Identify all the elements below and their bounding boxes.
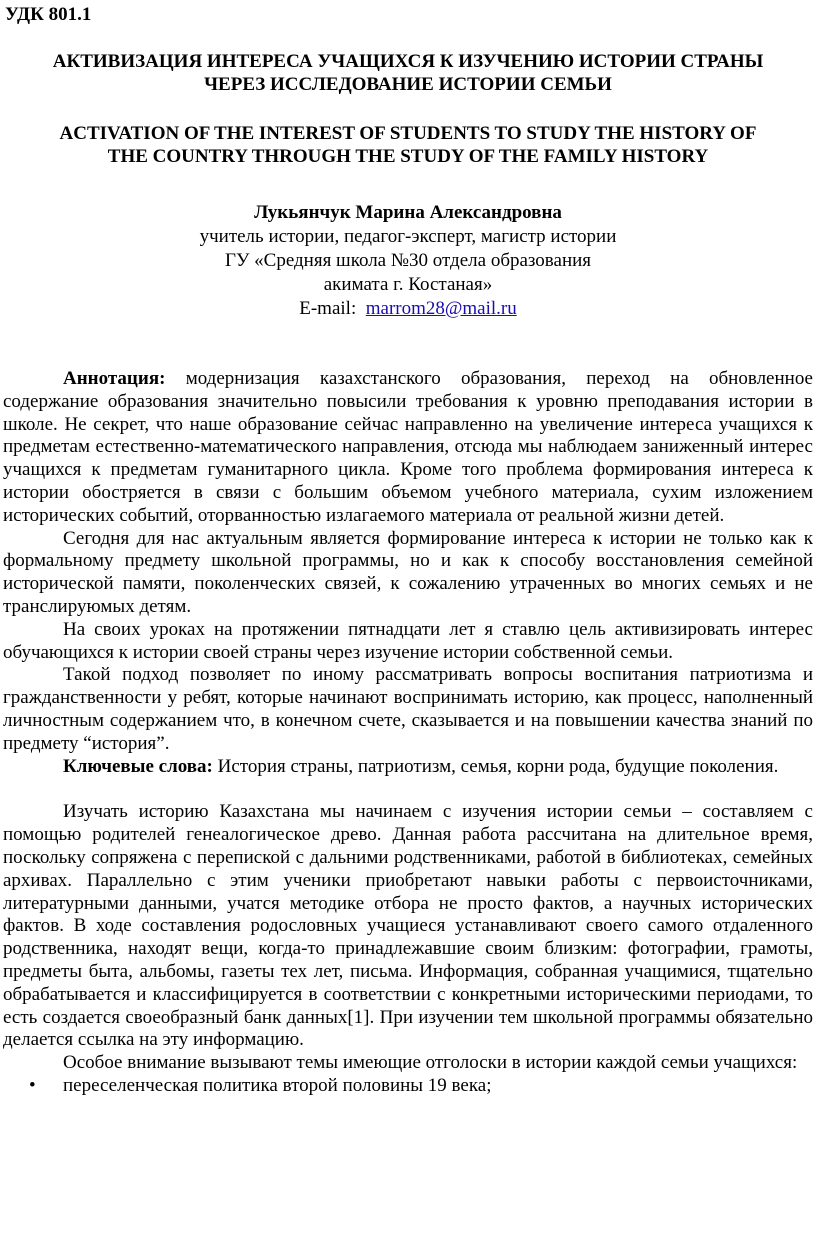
keywords-label: Ключевые слова:	[63, 755, 213, 777]
title-english-line-2: THE COUNTRY THROUGH THE STUDY OF THE FAMILY HISTORY	[107, 146, 709, 167]
abstract-paragraph-1	[3, 368, 813, 528]
main-paragraph-1: Изучать историю Казахстана мы начинаем с изучения истории семьи – составляем с помощью родителей генеалогическое древо. Данная работа рассчитана на длительное время, поскольку сопряжена с перепиской с дальними родственниками, работой в библиотеках, семейных архивах. Параллельно с этим ученики приобретают навыки работы с первоисточниками, литературными данными, учатся методике отбора не просто фактов, а научных исторических фактов. В ходе составления родословных учащиеся устанавливают своего самого отдаленного родственника, находят вещи, когда-то принадлежавшие своим близким: фотографии, грамоты, предметы быта, альбомы, газеты тех лет, письма. Информация, собранная учащимися, тщательно обрабатывается и классифицируется в соответствии с конкретными историческими периодами, то есть создается своеобразный банк данных[1]. При изучении тем школьной программы обязательно делается ссылка на эту информацию.	[3, 801, 813, 1051]
email-link[interactable]: marrom28@mail.ru	[365, 298, 517, 319]
list-item-text: переселенческая политика второй половины 19 века;	[63, 1074, 492, 1096]
main-paragraph-2: Особое внимание вызывают темы имеющие отголоски в истории каждой семьи учащихся:	[63, 1052, 798, 1074]
title-russian	[0, 50, 816, 96]
title-russian-line-2: ЧЕРЕЗ ИССЛЕДОВАНИЕ ИСТОРИИ СЕМЬИ	[204, 74, 612, 95]
author-position: учитель истории, педагог-эксперт, магистр истории	[199, 226, 617, 247]
abstract-paragraph-3: На своих уроках на протяжении пятнадцати лет я ставлю цель активизировать интерес обучающихся к истории своей страны через изучение истории собственной семьи.	[3, 618, 813, 663]
bullet-icon: •	[29, 1074, 36, 1096]
title-english	[0, 122, 816, 168]
abstract-paragraph-4: Такой подход позволяет по иному рассматривать вопросы воспитания патриотизма и гражданственности у ребят, которые начинают воспринимать историю, как процесс, наполненный личностным содержанием что, в конечном счете, сказывается и на повышении качества знаний по предмету “история”.	[3, 664, 813, 754]
author-block	[0, 201, 816, 321]
author-organization-line-2: акимата г. Костаная»	[323, 274, 493, 295]
keywords-text: История страны, патриотизм, семья, корни рода, будущие поколения.	[212, 755, 779, 777]
author-organization-line-1: ГУ «Средняя школа №30 отдела образования	[224, 250, 592, 271]
abstract-text-1: модернизация казахстанского образования, переход на обновленное содержание образования значительно повысили требования к уровню преподавания истории в школе. Не секрет, что наше образование сейчас направленно на увеличение интереса учащихся к предметам естественно-математического направления, отсюда мы наблюдаем заниженный интерес учащихся к предметам гуманитарного цикла. Кроме того проблема формирования интереса к истории обостряется в связи с большим объемом учебного материала, сухим изложением исторических событий, оторванностью излагаемого материала от реальной жизни детей.	[3, 368, 813, 526]
author-email	[0, 297, 816, 321]
abstract-label: Аннотация:	[63, 368, 166, 389]
article-body	[3, 368, 813, 1098]
udk-code: УДК 801.1	[5, 4, 92, 25]
author-name: Лукьянчук Марина Александровна	[254, 202, 562, 223]
topics-list	[3, 1075, 813, 1098]
abstract-paragraph-2: Сегодня для нас актуальным является формирование интереса к истории не только как к формальному предмету школьной программы, но и как к способу восстановления семейной исторической памяти, поколенческих связей, к сожалению утраченных во многих семьях и не транслируюмых детям.	[3, 527, 813, 617]
title-english-line-1: ACTIVATION OF THE INTEREST OF STUDENTS TO STUDY THE HISTORY OF	[59, 123, 757, 144]
email-label: E-mail:	[299, 298, 357, 319]
list-item	[3, 1075, 813, 1098]
title-russian-line-1: АКТИВИЗАЦИЯ ИНТЕРЕСА УЧАЩИХСЯ К ИЗУЧЕНИЮ ИСТОРИИ СТРАНЫ	[52, 51, 764, 72]
keywords-paragraph	[3, 756, 813, 779]
